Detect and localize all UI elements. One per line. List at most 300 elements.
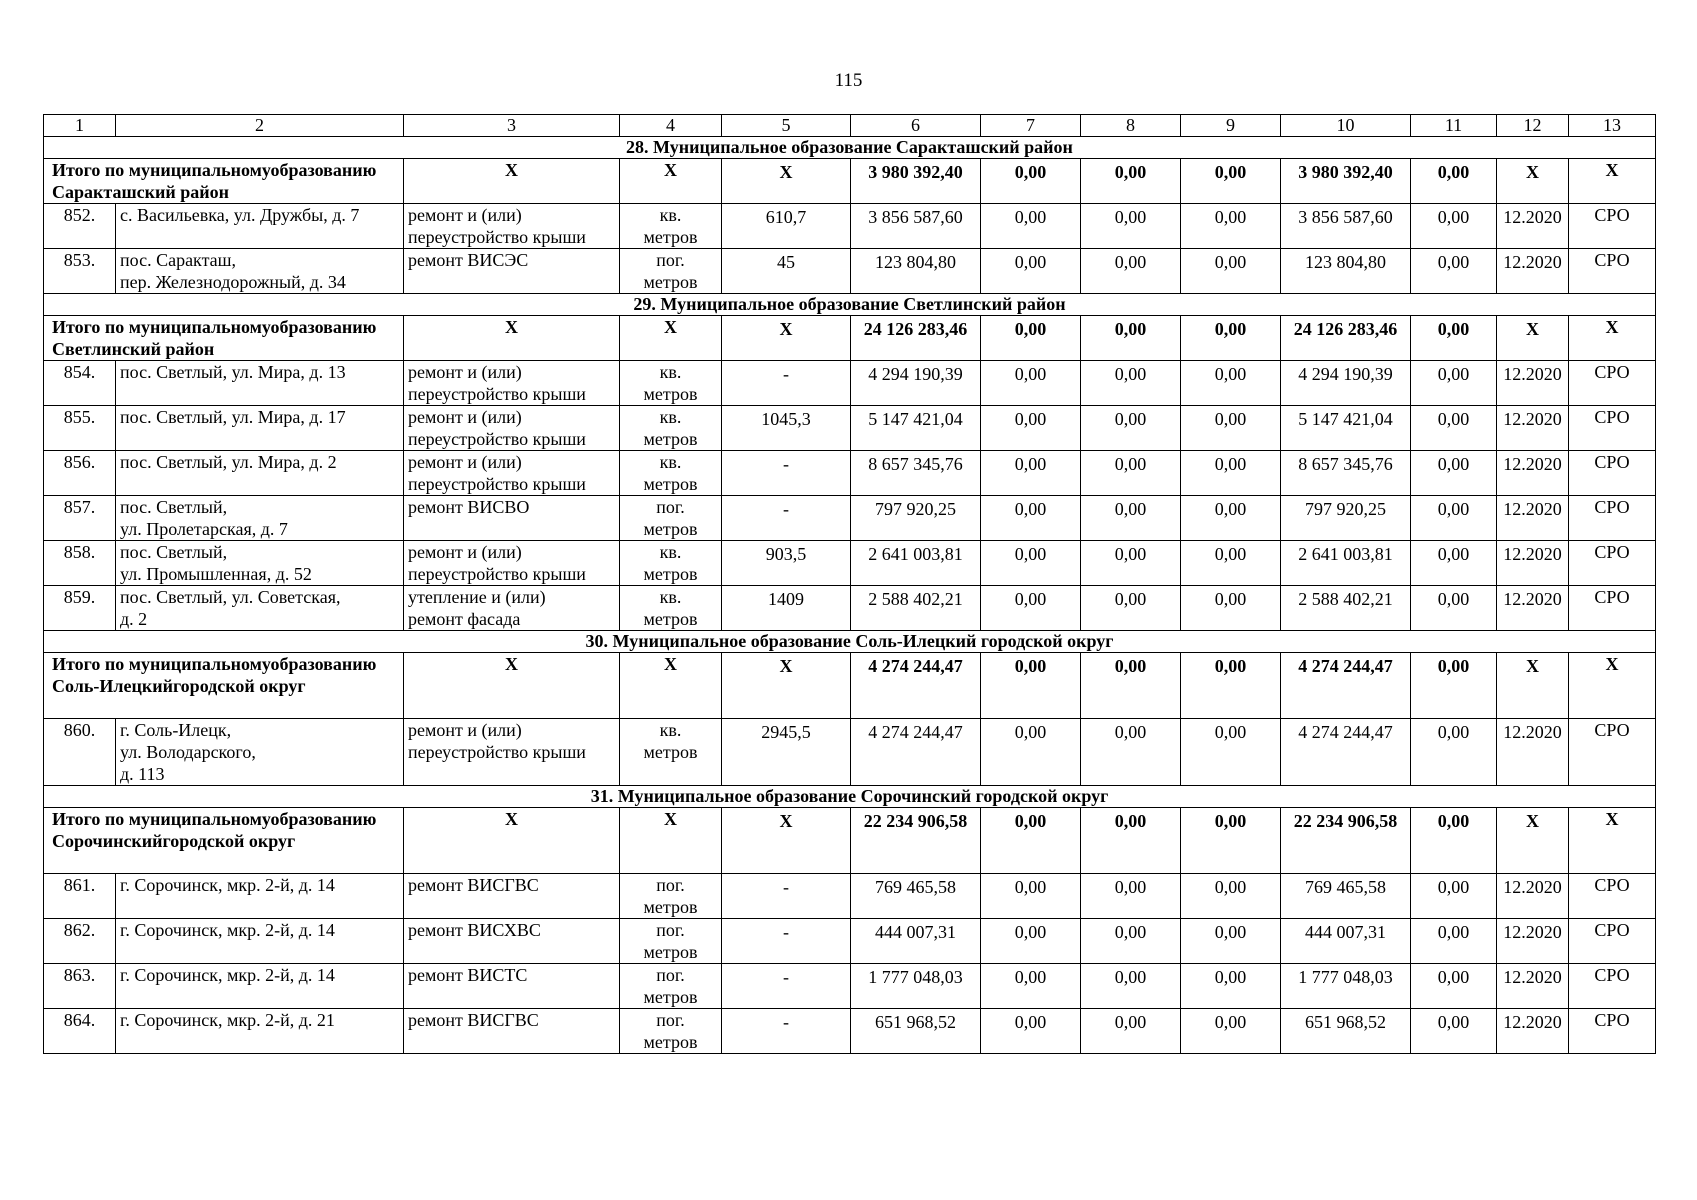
- col-7-value: 0,00: [981, 586, 1081, 631]
- col-10-value: 444 007,31: [1281, 919, 1411, 964]
- unit-line: пог.: [656, 1010, 685, 1030]
- col-8-value: 0,00: [1081, 541, 1181, 586]
- column-header: 10: [1281, 115, 1411, 137]
- method-value: СРО: [1569, 541, 1656, 586]
- total-col-7: 0,00: [981, 808, 1081, 874]
- work-type-cell: [404, 964, 620, 1009]
- col-9-value: 0,00: [1181, 496, 1281, 541]
- col-8-value: 0,00: [1081, 249, 1181, 294]
- address-cell: [116, 919, 404, 964]
- unit-line: метров: [643, 742, 698, 762]
- work-type-cell: [404, 719, 620, 786]
- total-col-10: 4 274 244,47: [1281, 653, 1411, 719]
- unit-cell: [620, 919, 722, 964]
- area-value: -: [722, 361, 851, 406]
- total-col-11: 0,00: [1411, 159, 1497, 204]
- section-heading-row: [44, 631, 1656, 653]
- work-type-line: переустройство крыши: [408, 474, 586, 494]
- method-value: СРО: [1569, 406, 1656, 451]
- unit-cell: [620, 1009, 722, 1054]
- total-unit: Х: [620, 808, 722, 874]
- address-line: пос. Светлый, ул. Мира, д. 13: [120, 362, 346, 382]
- total-work-type: Х: [404, 808, 620, 874]
- column-header: 2: [116, 115, 404, 137]
- table-row: [44, 361, 1656, 406]
- row-number: 862.: [44, 919, 116, 964]
- address-line: пос. Светлый, ул. Советская,: [120, 587, 341, 607]
- total-unit: Х: [620, 159, 722, 204]
- table-row: [44, 719, 1656, 786]
- col-11-value: 0,00: [1411, 719, 1497, 786]
- deadline-value: 12.2020: [1497, 451, 1569, 496]
- unit-line: метров: [643, 227, 698, 247]
- col-11-value: 0,00: [1411, 874, 1497, 919]
- unit-line: кв.: [659, 205, 682, 225]
- work-type-line: ремонт и (или): [408, 452, 522, 472]
- row-number: 852.: [44, 204, 116, 249]
- deadline-value: 12.2020: [1497, 406, 1569, 451]
- col-10-value: 2 641 003,81: [1281, 541, 1411, 586]
- method-value: СРО: [1569, 964, 1656, 1009]
- row-number: 860.: [44, 719, 116, 786]
- total-label-line: образованию Соль-Илецкий: [52, 654, 377, 696]
- unit-line: пог.: [656, 875, 685, 895]
- address-cell: [116, 719, 404, 786]
- total-label-line: Итого по муниципальному: [52, 809, 271, 829]
- table-row: [44, 451, 1656, 496]
- col-9-value: 0,00: [1181, 406, 1281, 451]
- section-title: 28. Муниципальное образование Саракташский район: [44, 137, 1656, 159]
- total-col-10: 22 234 906,58: [1281, 808, 1411, 874]
- section-title: 29. Муниципальное образование Светлинский район: [44, 294, 1656, 316]
- section-heading-row: [44, 786, 1656, 808]
- col-10-value: 5 147 421,04: [1281, 406, 1411, 451]
- method-value: СРО: [1569, 1009, 1656, 1054]
- row-number: 863.: [44, 964, 116, 1009]
- work-type-line: переустройство крыши: [408, 742, 586, 762]
- total-col-7: 0,00: [981, 653, 1081, 719]
- total-col-10: 24 126 283,46: [1281, 316, 1411, 361]
- col-7-value: 0,00: [981, 406, 1081, 451]
- total-col-11: 0,00: [1411, 808, 1497, 874]
- unit-line: кв.: [659, 720, 682, 740]
- area-value: -: [722, 496, 851, 541]
- cost-value: 4 294 190,39: [851, 361, 981, 406]
- table-row: [44, 541, 1656, 586]
- address-cell: [116, 586, 404, 631]
- work-type-line: ремонт ВИСТС: [408, 965, 528, 985]
- col-8-value: 0,00: [1081, 719, 1181, 786]
- address-cell: [116, 406, 404, 451]
- address-line: пос. Светлый, ул. Мира, д. 2: [120, 452, 337, 472]
- address-line: д. 113: [120, 764, 165, 784]
- col-10-value: 2 588 402,21: [1281, 586, 1411, 631]
- work-type-line: ремонт ВИСХВС: [408, 920, 541, 940]
- col-7-value: 0,00: [981, 919, 1081, 964]
- work-type-line: ремонт и (или): [408, 720, 522, 740]
- total-col-8: 0,00: [1081, 159, 1181, 204]
- total-col-9: 0,00: [1181, 316, 1281, 361]
- col-9-value: 0,00: [1181, 361, 1281, 406]
- column-header: 5: [722, 115, 851, 137]
- row-number: 861.: [44, 874, 116, 919]
- work-type-cell: [404, 1009, 620, 1054]
- total-label-line: городской округ: [172, 676, 306, 696]
- work-type-cell: [404, 496, 620, 541]
- unit-line: метров: [643, 519, 698, 539]
- table-row: [44, 586, 1656, 631]
- work-type-line: ремонт ВИСГВС: [408, 1010, 539, 1030]
- total-label-line: Итого по муниципальному: [52, 317, 271, 337]
- total-label: [44, 653, 404, 719]
- table-row: [44, 406, 1656, 451]
- cost-value: 2 588 402,21: [851, 586, 981, 631]
- work-type-line: утепление и (или): [408, 587, 546, 607]
- deadline-value: 12.2020: [1497, 586, 1569, 631]
- col-7-value: 0,00: [981, 451, 1081, 496]
- area-value: 903,5: [722, 541, 851, 586]
- address-line: пос. Светлый,: [120, 542, 228, 562]
- total-work-type: Х: [404, 316, 620, 361]
- table-row: [44, 1009, 1656, 1054]
- col-11-value: 0,00: [1411, 919, 1497, 964]
- unit-cell: [620, 964, 722, 1009]
- address-line: пос. Светлый, ул. Мира, д. 17: [120, 407, 346, 427]
- unit-line: метров: [643, 272, 698, 292]
- column-header: 1: [44, 115, 116, 137]
- total-label: [44, 159, 404, 204]
- col-7-value: 0,00: [981, 249, 1081, 294]
- total-method: Х: [1569, 653, 1656, 719]
- unit-line: метров: [643, 609, 698, 629]
- work-type-line: ремонт ВИСГВС: [408, 875, 539, 895]
- total-label-line: Итого по муниципальному: [52, 654, 271, 674]
- address-cell: [116, 964, 404, 1009]
- address-cell: [116, 451, 404, 496]
- total-deadline: Х: [1497, 653, 1569, 719]
- col-8-value: 0,00: [1081, 1009, 1181, 1054]
- col-10-value: 651 968,52: [1281, 1009, 1411, 1054]
- table-row: [44, 919, 1656, 964]
- col-11-value: 0,00: [1411, 204, 1497, 249]
- unit-cell: [620, 361, 722, 406]
- work-type-line: переустройство крыши: [408, 227, 586, 247]
- work-type-line: ремонт и (или): [408, 542, 522, 562]
- col-11-value: 0,00: [1411, 1009, 1497, 1054]
- total-work-type: Х: [404, 653, 620, 719]
- unit-line: метров: [643, 474, 698, 494]
- work-type-line: ремонт ВИСЭС: [408, 250, 529, 270]
- work-type-cell: [404, 406, 620, 451]
- row-number: 854.: [44, 361, 116, 406]
- work-type-line: ремонт фасада: [408, 609, 521, 629]
- total-area: Х: [722, 316, 851, 361]
- address-cell: [116, 541, 404, 586]
- address-cell: [116, 361, 404, 406]
- cost-value: 123 804,80: [851, 249, 981, 294]
- work-type-cell: [404, 541, 620, 586]
- total-area: Х: [722, 159, 851, 204]
- total-cost: 3 980 392,40: [851, 159, 981, 204]
- total-col-11: 0,00: [1411, 653, 1497, 719]
- total-col-7: 0,00: [981, 316, 1081, 361]
- col-7-value: 0,00: [981, 204, 1081, 249]
- deadline-value: 12.2020: [1497, 496, 1569, 541]
- total-cost: 4 274 244,47: [851, 653, 981, 719]
- address-cell: [116, 1009, 404, 1054]
- total-label: [44, 808, 404, 874]
- col-7-value: 0,00: [981, 1009, 1081, 1054]
- unit-line: метров: [643, 564, 698, 584]
- column-header: 7: [981, 115, 1081, 137]
- section-total-row: [44, 159, 1656, 204]
- col-10-value: 769 465,58: [1281, 874, 1411, 919]
- unit-line: пог.: [656, 497, 685, 517]
- total-col-9: 0,00: [1181, 159, 1281, 204]
- row-number: 864.: [44, 1009, 116, 1054]
- col-7-value: 0,00: [981, 496, 1081, 541]
- address-line: с. Васильевка, ул. Дружбы, д. 7: [120, 205, 360, 225]
- deadline-value: 12.2020: [1497, 541, 1569, 586]
- unit-cell: [620, 406, 722, 451]
- repair-program-table: [43, 114, 1656, 1054]
- total-deadline: Х: [1497, 159, 1569, 204]
- area-value: 45: [722, 249, 851, 294]
- col-11-value: 0,00: [1411, 541, 1497, 586]
- total-cost: 22 234 906,58: [851, 808, 981, 874]
- col-9-value: 0,00: [1181, 719, 1281, 786]
- section-title: 30. Муниципальное образование Соль-Илецкий городской округ: [44, 631, 1656, 653]
- cost-value: 444 007,31: [851, 919, 981, 964]
- total-col-8: 0,00: [1081, 808, 1181, 874]
- cost-value: 3 856 587,60: [851, 204, 981, 249]
- total-area: Х: [722, 808, 851, 874]
- area-value: 2945,5: [722, 719, 851, 786]
- method-value: СРО: [1569, 496, 1656, 541]
- cost-value: 5 147 421,04: [851, 406, 981, 451]
- address-line: ул. Пролетарская, д. 7: [120, 519, 288, 539]
- total-col-10: 3 980 392,40: [1281, 159, 1411, 204]
- unit-cell: [620, 874, 722, 919]
- work-type-line: переустройство крыши: [408, 564, 586, 584]
- deadline-value: 12.2020: [1497, 919, 1569, 964]
- col-7-value: 0,00: [981, 719, 1081, 786]
- address-line: г. Соль-Илецк,: [120, 720, 232, 740]
- column-header: 13: [1569, 115, 1656, 137]
- area-value: -: [722, 919, 851, 964]
- unit-line: кв.: [659, 542, 682, 562]
- unit-line: пог.: [656, 250, 685, 270]
- column-header: 9: [1181, 115, 1281, 137]
- total-method: Х: [1569, 316, 1656, 361]
- col-9-value: 0,00: [1181, 874, 1281, 919]
- method-value: СРО: [1569, 204, 1656, 249]
- area-value: 1045,3: [722, 406, 851, 451]
- cost-value: 2 641 003,81: [851, 541, 981, 586]
- total-label-line: образованию Саракташский район: [52, 160, 377, 202]
- col-8-value: 0,00: [1081, 496, 1181, 541]
- total-col-9: 0,00: [1181, 808, 1281, 874]
- column-header: 11: [1411, 115, 1497, 137]
- method-value: СРО: [1569, 249, 1656, 294]
- col-11-value: 0,00: [1411, 451, 1497, 496]
- col-9-value: 0,00: [1181, 451, 1281, 496]
- col-8-value: 0,00: [1081, 586, 1181, 631]
- unit-line: метров: [643, 1032, 698, 1052]
- total-label-line: городской округ: [162, 831, 296, 851]
- cost-value: 797 920,25: [851, 496, 981, 541]
- unit-line: кв.: [659, 452, 682, 472]
- unit-cell: [620, 249, 722, 294]
- total-col-8: 0,00: [1081, 316, 1181, 361]
- col-10-value: 123 804,80: [1281, 249, 1411, 294]
- work-type-cell: [404, 204, 620, 249]
- section-total-row: [44, 808, 1656, 874]
- deadline-value: 12.2020: [1497, 1009, 1569, 1054]
- area-value: 1409: [722, 586, 851, 631]
- table-row: [44, 964, 1656, 1009]
- col-8-value: 0,00: [1081, 451, 1181, 496]
- row-number: 853.: [44, 249, 116, 294]
- col-11-value: 0,00: [1411, 361, 1497, 406]
- deadline-value: 12.2020: [1497, 204, 1569, 249]
- address-line: г. Сорочинск, мкр. 2-й, д. 14: [120, 965, 335, 985]
- unit-line: пог.: [656, 965, 685, 985]
- unit-line: пог.: [656, 920, 685, 940]
- method-value: СРО: [1569, 719, 1656, 786]
- col-10-value: 1 777 048,03: [1281, 964, 1411, 1009]
- col-11-value: 0,00: [1411, 249, 1497, 294]
- cost-value: 1 777 048,03: [851, 964, 981, 1009]
- unit-cell: [620, 496, 722, 541]
- work-type-line: ремонт и (или): [408, 407, 522, 427]
- col-10-value: 797 920,25: [1281, 496, 1411, 541]
- col-7-value: 0,00: [981, 874, 1081, 919]
- table-row: [44, 496, 1656, 541]
- column-header: 3: [404, 115, 620, 137]
- col-10-value: 3 856 587,60: [1281, 204, 1411, 249]
- table-row: [44, 204, 1656, 249]
- section-total-row: [44, 316, 1656, 361]
- cost-value: 769 465,58: [851, 874, 981, 919]
- work-type-line: ремонт ВИСВО: [408, 497, 530, 517]
- row-number: 855.: [44, 406, 116, 451]
- work-type-cell: [404, 249, 620, 294]
- col-7-value: 0,00: [981, 361, 1081, 406]
- total-label-line: Итого по муниципальному: [52, 160, 271, 180]
- address-line: г. Сорочинск, мкр. 2-й, д. 14: [120, 920, 335, 940]
- col-9-value: 0,00: [1181, 204, 1281, 249]
- col-10-value: 4 294 190,39: [1281, 361, 1411, 406]
- address-line: пос. Светлый,: [120, 497, 228, 517]
- work-type-cell: [404, 586, 620, 631]
- total-deadline: Х: [1497, 808, 1569, 874]
- address-line: г. Сорочинск, мкр. 2-й, д. 14: [120, 875, 335, 895]
- total-method: Х: [1569, 159, 1656, 204]
- address-line: г. Сорочинск, мкр. 2-й, д. 21: [120, 1010, 335, 1030]
- total-deadline: Х: [1497, 316, 1569, 361]
- col-8-value: 0,00: [1081, 964, 1181, 1009]
- work-type-cell: [404, 451, 620, 496]
- address-line: ул. Володарского,: [120, 742, 256, 762]
- area-value: -: [722, 964, 851, 1009]
- cost-value: 651 968,52: [851, 1009, 981, 1054]
- address-cell: [116, 204, 404, 249]
- address-line: пер. Железнодорожный, д. 34: [120, 272, 346, 292]
- column-header: 6: [851, 115, 981, 137]
- unit-line: метров: [643, 942, 698, 962]
- work-type-cell: [404, 361, 620, 406]
- method-value: СРО: [1569, 919, 1656, 964]
- address-line: д. 2: [120, 609, 148, 629]
- col-9-value: 0,00: [1181, 1009, 1281, 1054]
- total-col-11: 0,00: [1411, 316, 1497, 361]
- col-7-value: 0,00: [981, 964, 1081, 1009]
- total-label-line: образованию Сорочинский: [52, 809, 377, 851]
- total-col-9: 0,00: [1181, 653, 1281, 719]
- col-9-value: 0,00: [1181, 586, 1281, 631]
- col-8-value: 0,00: [1081, 406, 1181, 451]
- column-header: 4: [620, 115, 722, 137]
- method-value: СРО: [1569, 361, 1656, 406]
- area-value: -: [722, 1009, 851, 1054]
- col-9-value: 0,00: [1181, 541, 1281, 586]
- col-8-value: 0,00: [1081, 204, 1181, 249]
- total-work-type: Х: [404, 159, 620, 204]
- row-number: 858.: [44, 541, 116, 586]
- deadline-value: 12.2020: [1497, 249, 1569, 294]
- deadline-value: 12.2020: [1497, 874, 1569, 919]
- column-number-row: [44, 115, 1656, 137]
- total-unit: Х: [620, 316, 722, 361]
- area-value: -: [722, 874, 851, 919]
- col-9-value: 0,00: [1181, 964, 1281, 1009]
- unit-line: метров: [643, 429, 698, 449]
- row-number: 857.: [44, 496, 116, 541]
- col-8-value: 0,00: [1081, 919, 1181, 964]
- row-number: 856.: [44, 451, 116, 496]
- unit-line: метров: [643, 384, 698, 404]
- unit-cell: [620, 541, 722, 586]
- deadline-value: 12.2020: [1497, 719, 1569, 786]
- address-cell: [116, 249, 404, 294]
- total-label-line: образованию Светлинский район: [52, 317, 377, 359]
- table-row: [44, 874, 1656, 919]
- total-label: [44, 316, 404, 361]
- work-type-line: ремонт и (или): [408, 362, 522, 382]
- work-type-cell: [404, 874, 620, 919]
- column-header: 12: [1497, 115, 1569, 137]
- total-area: Х: [722, 653, 851, 719]
- area-value: 610,7: [722, 204, 851, 249]
- total-method: Х: [1569, 808, 1656, 874]
- col-10-value: 4 274 244,47: [1281, 719, 1411, 786]
- address-line: пос. Саракташ,: [120, 250, 236, 270]
- total-cost: 24 126 283,46: [851, 316, 981, 361]
- section-title: 31. Муниципальное образование Сорочинский городской округ: [44, 786, 1656, 808]
- section-heading-row: [44, 294, 1656, 316]
- column-header: 8: [1081, 115, 1181, 137]
- unit-line: кв.: [659, 587, 682, 607]
- col-8-value: 0,00: [1081, 874, 1181, 919]
- work-type-line: переустройство крыши: [408, 429, 586, 449]
- method-value: СРО: [1569, 451, 1656, 496]
- col-11-value: 0,00: [1411, 406, 1497, 451]
- work-type-line: переустройство крыши: [408, 384, 586, 404]
- table-body: [44, 115, 1656, 1054]
- page-number: 115: [834, 70, 863, 91]
- method-value: СРО: [1569, 874, 1656, 919]
